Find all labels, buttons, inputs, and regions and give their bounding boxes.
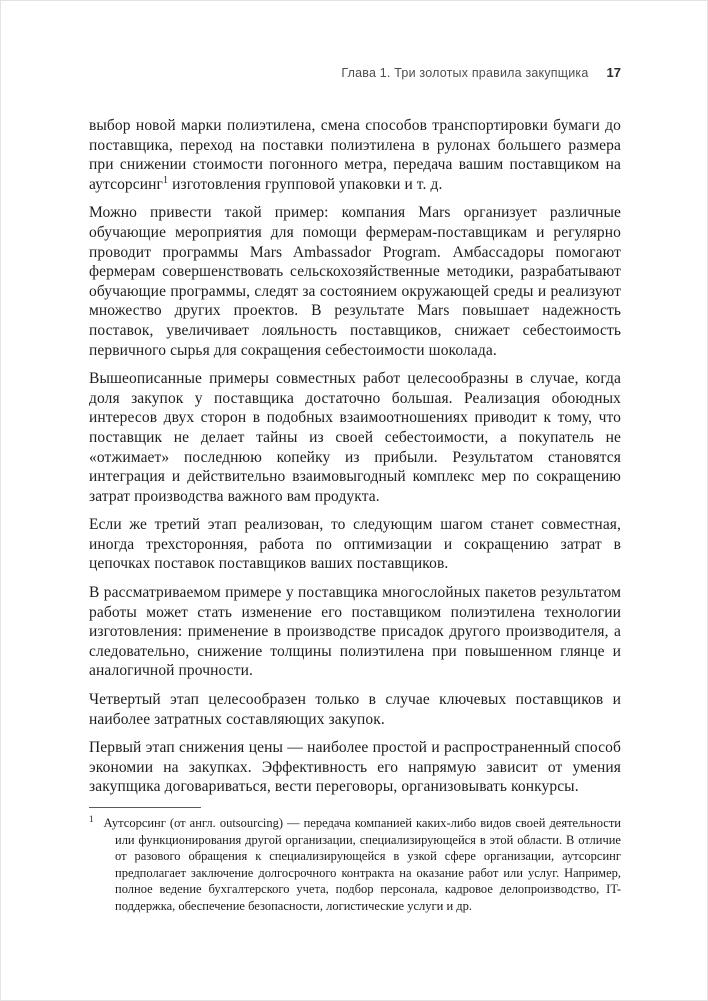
paragraph-2: Можно привести такой пример: компания Mars организует различные обучающие мероприятия для помощи фермерам-поставщикам и регулярно проводит программы Mars Ambassador Program. Амбассадоры помогают фермерам совершенствовать сельскохозяйственные методики, разрабатывают обучающие программы, следят за состоянием окружающей среды и реализуют множество других проектов. В результате Mars повышает надежность поставок, увеличивает лояльность поставщиков, снижает себестоимость первичного сырья для сокращения себестоимости шоколада.: [89, 204, 621, 359]
footnote-block: [89, 807, 621, 915]
footnote-reference: 1: [163, 174, 169, 186]
paragraph-4: Если же третий этап реализован, то следующим шагом станет совместная, иногда трехсторонняя, работа по оптимизации и сокращению затрат в цепочках поставок поставщиков ваших поставщиков.: [89, 516, 621, 573]
footnote-divider: [89, 807, 201, 808]
footnote-text: Аутсорсинг (от англ. outsourcing) — передача компанией каких-либо видов своей деятельности или функционирования другой организации, специализирующейся в этой области. В отличие от разового обращения к специализирующейся в узкой сфере организации, аутсорсинг предполагает заключение долгосрочного контракта на оказание работ или услуг. Например, полное ведение бухгалтерского учета, подбор персонала, кадровое делопроизводство, IT-поддержка, обеспечение безопасности, логистические услуги и др.: [103, 816, 621, 913]
page-number: 17: [606, 65, 621, 80]
paragraph-6: Четвертый этап целесообразен только в случае ключевых поставщиков и наиболее затратных составляющих закупок.: [89, 691, 621, 728]
paragraph-7: Первый этап снижения цены — наиболее простой и распространенный способ экономии на закупках. Эффективность его напрямую зависит от умения закупщика договариваться, вести переговоры, организовывать конкурсы.: [89, 739, 621, 796]
paragraph-3: Вышеописанные примеры совместных работ целесообразны в случае, когда доля закупок у поставщика достаточно большая. Реализация обоюдных интересов двух сторон в подобных взаимоотношениях приводит к тому, что поставщик не делает тайны из своей себестоимости, а покупатель не «отжимает» последнюю копейку из прибыли. Результатом становятся интеграция и действительно взаимовыгодный комплекс мер по сокращению затрат производства важного вам продукта.: [89, 370, 621, 505]
chapter-title: Глава 1. Три золотых правила закупщика: [341, 66, 589, 80]
paragraph-1-tail: изготовления групповой упаковки и т. д.: [168, 175, 443, 193]
page-body: [89, 116, 621, 797]
footnote-marker: 1: [89, 813, 94, 824]
paragraph-5: В рассматриваемом примере у поставщика многослойных пакетов результатом работы может стать изменение его поставщиком полиэтилена технологии изготовления: применение в производстве присадок другого производителя, а следовательно, снижение толщины полиэтилена при повышенном глянце и аналогичной прочности.: [89, 584, 621, 680]
paragraph-1: [89, 116, 621, 194]
page-header: [89, 65, 621, 80]
paragraph-1-text: выбор новой марки полиэтилена, смена способов транспортировки бумаги до поставщика, переход на поставки полиэтилена в рулонах большего размера при снижении стоимости погонного метра, передача вашим поставщиком на аутсорсинг: [89, 117, 621, 193]
footnote: [89, 815, 621, 915]
